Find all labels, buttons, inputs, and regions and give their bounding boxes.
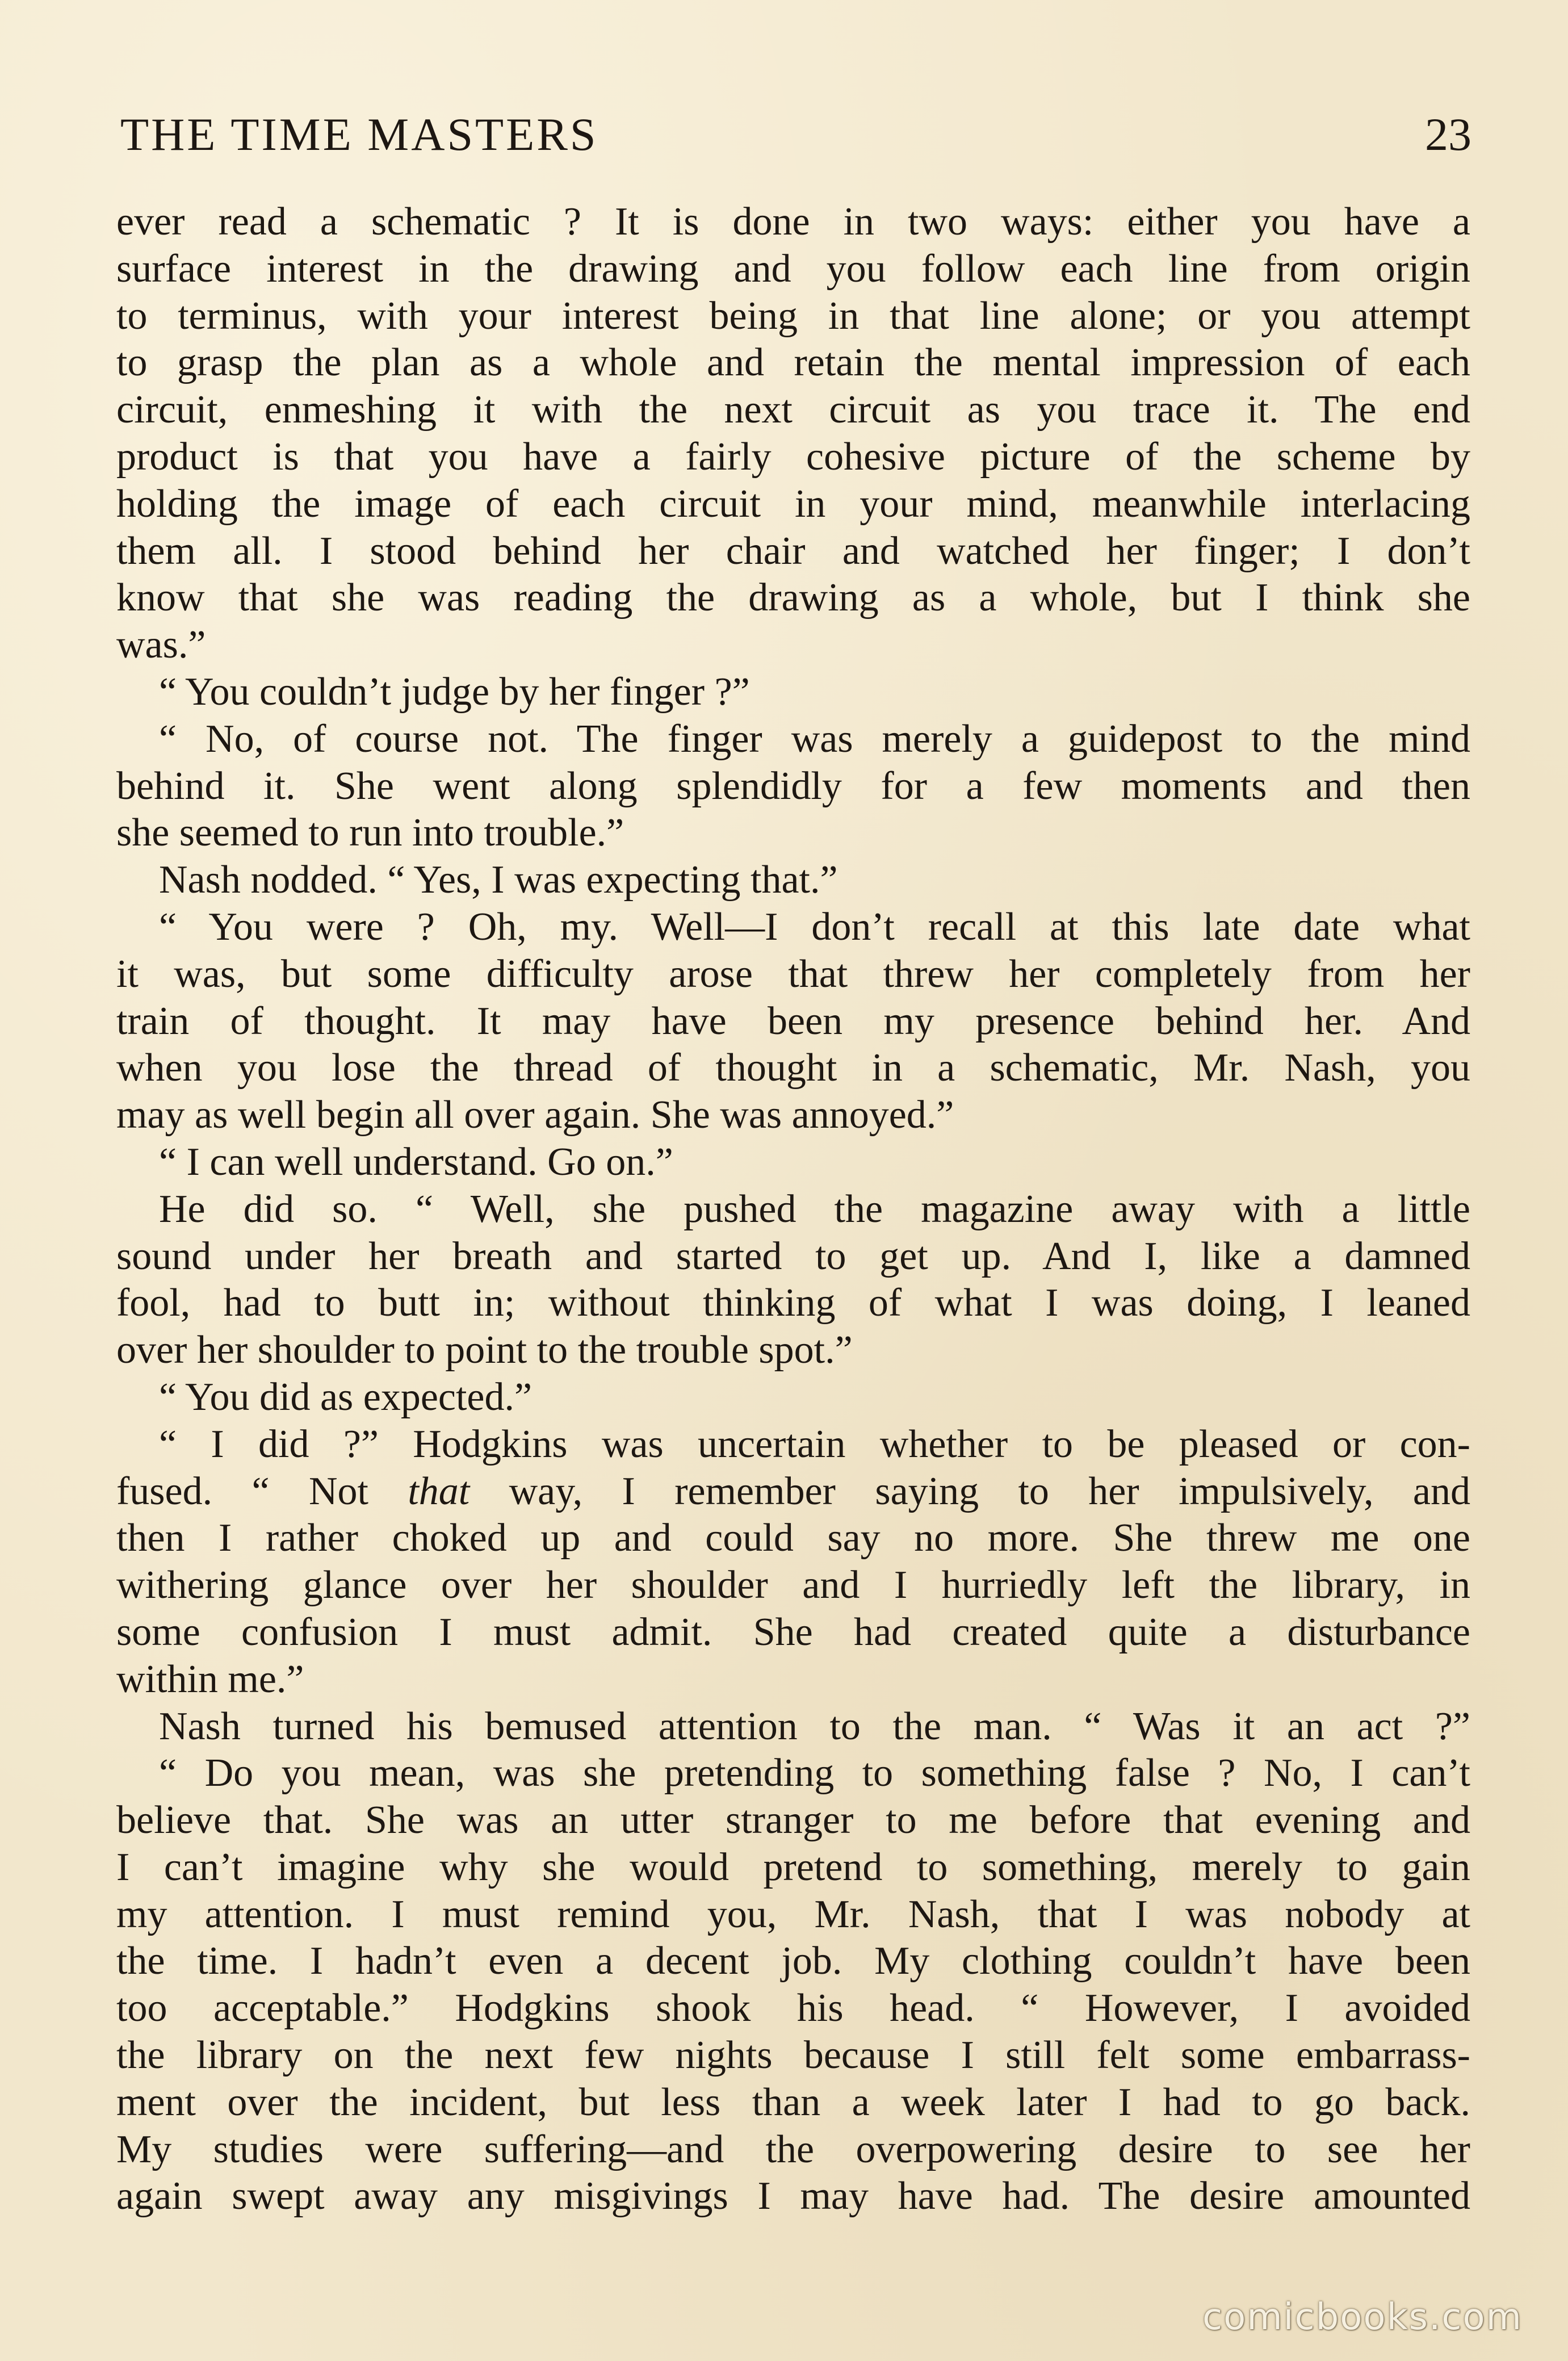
text-line: “ You couldn’t judge by her finger ?”: [159, 669, 750, 714]
text-line: believe that. She was an utter stranger to me before that evening and: [116, 1798, 1470, 1843]
text-line: My studies were suffering—and the overpowering desire to see her: [116, 2127, 1470, 2171]
text-line: train of thought. It may have been my presence behind her. And: [116, 999, 1470, 1043]
text-line: too acceptable.” Hodgkins shook his head. “ However, I avoided: [116, 1986, 1470, 2031]
text-line: product is that you have a fairly cohesive picture of the scheme by: [116, 434, 1470, 479]
text-line: the library on the next few nights because I still felt some embarrass-: [116, 2033, 1470, 2078]
text-line: ever read a schematic ? It is done in two ways: either you have a: [116, 200, 1470, 244]
text-line: know that she was reading the drawing as a whole, but I think she: [116, 576, 1470, 620]
text-line: “ No, of course not. The finger was merely a guidepost to the mind: [159, 717, 1470, 761]
text-line: within me.”: [116, 1657, 304, 1701]
text-line: “ You were ? Oh, my. Well—I don’t recall at this late date what: [159, 905, 1470, 949]
text-line: again swept away any misgivings I may have had. The desire amounted: [116, 2174, 1470, 2218]
text-line: Nash turned his bemused attention to the man. “ Was it an act ?”: [159, 1704, 1470, 1748]
text-line: circuit, enmeshing it with the next circuit as you trace it. The end: [116, 388, 1470, 432]
text-line: them all. I stood behind her chair and watched her finger; I don’t: [116, 529, 1470, 573]
text-line: surface interest in the drawing and you follow each line from origin: [116, 246, 1470, 291]
text-line: it was, but some difficulty arose that threw her completely from her: [116, 952, 1470, 996]
text-line: sound under her breath and started to get up. And I, like a damned: [116, 1234, 1470, 1278]
text-line: may as well begin all over again. She was annoyed.”: [116, 1093, 954, 1137]
text-line: over her shoulder to point to the trouble spot.”: [116, 1328, 853, 1372]
text-line: to grasp the plan as a whole and retain the mental impression of each: [116, 341, 1470, 385]
text-line: holding the image of each circuit in your mind, meanwhile interlacing: [116, 482, 1470, 526]
text-line: some confusion I must admit. She had created quite a disturbance: [116, 1610, 1470, 1654]
text-line: fused. “ Not that way, I remember saying to her impulsively, and: [116, 1469, 1470, 1513]
text-line: she seemed to run into trouble.”: [116, 811, 624, 855]
text-line: the time. I hadn’t even a decent job. My clothing couldn’t have been: [116, 1939, 1470, 1983]
text-line: “ You did as expected.”: [159, 1375, 533, 1419]
text-line: ment over the incident, but less than a week later I had to go back.: [116, 2080, 1470, 2124]
text-line: Nash nodded. “ Yes, I was expecting that.”: [159, 858, 838, 902]
text-line: I can’t imagine why she would pretend to something, merely to gain: [116, 1845, 1470, 1889]
body-text: [116, 199, 1470, 2220]
text-line: “ I can well understand. Go on.”: [159, 1140, 673, 1184]
page-header: [120, 103, 1471, 166]
text-line: was.”: [116, 623, 206, 667]
text-line: “ Do you mean, was she pretending to something false ? No, I can’t: [159, 1751, 1470, 1795]
watermark: comicbooks.com: [1202, 2296, 1523, 2338]
running-title: THE TIME MASTERS: [120, 108, 598, 160]
text-line: my attention. I must remind you, Mr. Nash, that I was nobody at: [116, 1892, 1470, 1936]
text-line: withering glance over her shoulder and I hurriedly left the library, in: [116, 1563, 1470, 1608]
text-line: behind it. She went along splendidly for a few moments and then: [116, 764, 1470, 808]
text-line: “ I did ?” Hodgkins was uncertain whether to be pleased or con-: [159, 1422, 1470, 1466]
text-line: then I rather choked up and could say no more. She threw me one: [116, 1516, 1470, 1560]
text-line: when you lose the thread of thought in a schematic, Mr. Nash, you: [116, 1046, 1470, 1090]
text-line: fool, had to butt in; without thinking of what I was doing, I leaned: [116, 1281, 1470, 1325]
text-line: He did so. “ Well, she pushed the magazine away with a little: [159, 1187, 1470, 1231]
text-line: to terminus, with your interest being in that line alone; or you attempt: [116, 294, 1470, 338]
page-number: 23: [1425, 108, 1471, 160]
